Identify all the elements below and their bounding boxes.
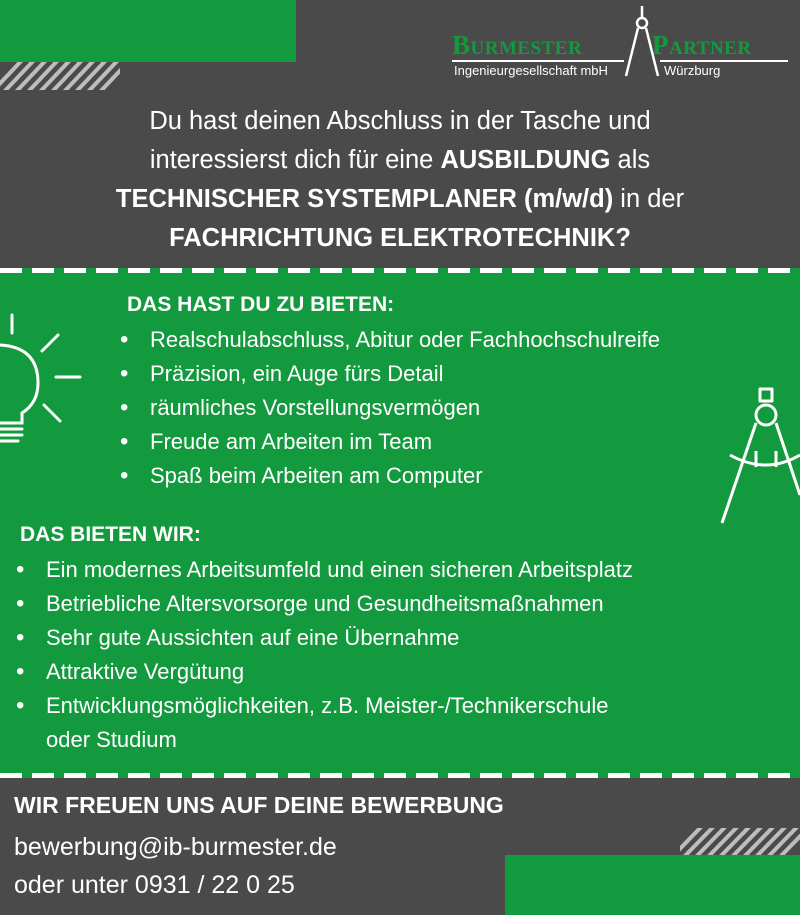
compass-icon (622, 4, 662, 80)
list-item: • Realschulabschluss, Abitur oder Fachhochschulreife (116, 323, 660, 357)
list-item: • Spaß beim Arbeiten am Computer (116, 459, 660, 493)
list-item: • Ein modernes Arbeitsumfeld und einen sicheren Arbeitsplatz (12, 553, 633, 587)
corner-accent-top-left (0, 0, 296, 62)
list-item: • Entwicklungsmöglichkeiten, z.B. Meister-/Technikerschule (12, 689, 633, 723)
headline-line-2 (20, 141, 780, 180)
list-item: • Freude am Arbeiten im Team (116, 425, 660, 459)
requirements-list (116, 323, 660, 493)
company-logo (452, 8, 792, 80)
headline-emphasis: AUSBILDUNG (440, 146, 611, 174)
benefits-list (12, 553, 633, 757)
headline-line-4 (20, 219, 780, 258)
section-title-requirements: DAS HAST DU ZU BIETEN: (127, 293, 395, 316)
dashed-divider-top (0, 268, 800, 273)
headline-emphasis: FACHRICHTUNG ELEKTROTECHNIK? (169, 224, 631, 252)
stripes-decoration-top-left (0, 62, 120, 90)
headline-line-3 (20, 180, 780, 219)
logo-location: Würzburg (664, 63, 721, 78)
headline-line-1: Du hast deinen Abschluss in der Tasche und (149, 107, 651, 135)
logo-word-right: Partner (652, 30, 752, 60)
headline-text: interessierst dich für eine (149, 146, 441, 174)
logo-word-left: Burmester (452, 30, 583, 60)
list-item: • Betriebliche Altersvorsorge und Gesundheitsmaßnahmen (12, 587, 633, 621)
headline-text: als (610, 146, 651, 174)
logo-subtitle: Ingenieurgesellschaft mbH (454, 63, 608, 78)
headline-emphasis: TECHNISCHER SYSTEMPLANER (m/w/d) (115, 185, 614, 213)
corner-accent-bottom-right (505, 855, 800, 915)
compass-icon (710, 385, 800, 530)
logo-divider-left (452, 60, 624, 62)
headline-text: in der (613, 185, 685, 213)
logo-divider-right (660, 60, 788, 62)
lightbulb-icon (0, 305, 90, 455)
list-item: • Attraktive Vergütung (12, 655, 633, 689)
list-item: • Sehr gute Aussichten auf eine Übernahme (12, 621, 633, 655)
contact-email-link[interactable]: bewerbung@ib-burmester.de (14, 833, 337, 861)
list-item: • räumliches Vorstellungsvermögen (116, 391, 660, 425)
list-item: • Präzision, ein Auge fürs Detail (116, 357, 660, 391)
headline (20, 102, 780, 258)
stripes-decoration-bottom-right (680, 828, 800, 855)
contact-phone: oder unter 0931 / 22 0 25 (14, 871, 295, 899)
section-title-benefits: DAS BIETEN WIR: (20, 523, 201, 546)
list-item-continuation: oder Studium (46, 727, 177, 752)
call-to-action: WIR FREUEN UNS AUF DEINE BEWERBUNG (14, 792, 504, 818)
